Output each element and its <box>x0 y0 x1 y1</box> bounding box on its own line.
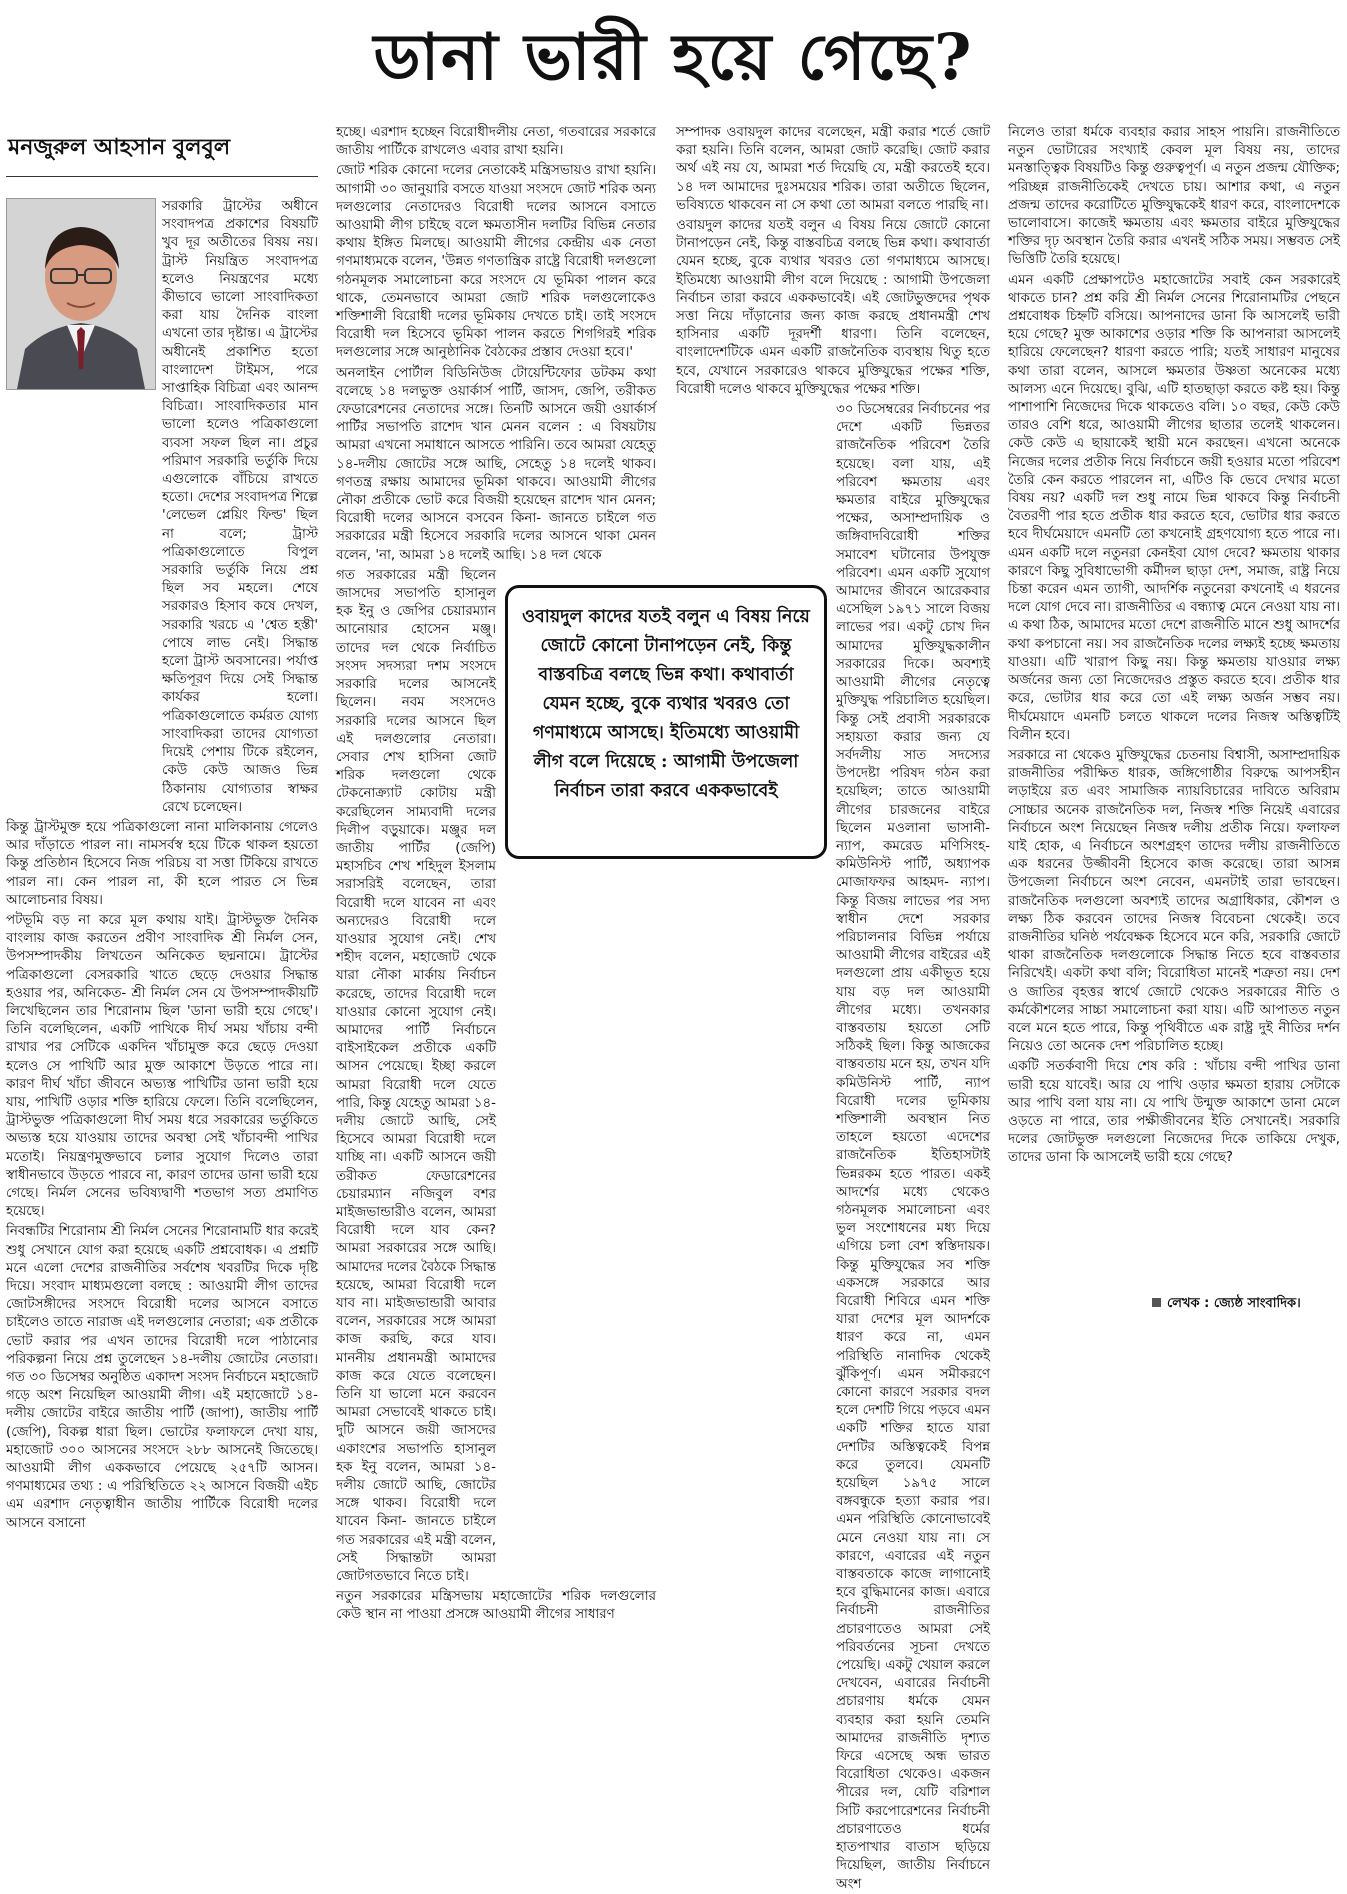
pull-quote: ওবায়দুল কাদের যতই বলুন এ বিষয় নিয়ে জোটে কোনো টানাপড়েন নেই, কিন্তু বাস্তবচিত্র বলছে ভিন্ন কথা। কথাবার্তা যেমন হচ্ছে, বুকে ব্যথার খবরও তো গণমাধ্যমে আসছে। ইতিমধ্যে আওয়ামী লীগ বলে দিয়েছে : আগামী উপজেলা নির্বাচন তারা করবে এককভাবেই <box>505 585 827 859</box>
paragraph: নতুন সরকারের মন্ত্রিসভায় মহাজোটের শরিক দলগুলোর কেউ স্থান না পাওয়া প্রসঙ্গে আওয়ামী লীগের সাধারণ <box>336 1589 656 1623</box>
paragraph: একটি সতর্কবাণী দিয়ে শেষ করি : খাঁচায় বন্দী পাখির ডানা ভারী হয়ে যাবেই। আর যে পাখি ওড়ার ক্ষমতা হারায় সেটাকে আর পাখি বলা যায় না। যে পাখি উন্মুক্ত আকাশে ডানা মেলে ওড়তে না পারে, তার পক্ষীজীবনের ইতি সেখানেই। সরকারি দলের জোটভুক্ত দলগুলো নিজেদের দিকে তাকিয়ে দেখুক, তাদের ডানা কি আসলেই ভারী হয়ে গেছে? <box>1008 1059 1340 1166</box>
paragraph: সম্পাদক ওবায়দুল কাদের বলেছেন, মন্ত্রী করার শর্তে জোট করা হয়নি। তিনি বলেন, আমরা জোট করেছি। জোট করার অর্থ এই নয় যে, আমরা শর্ত দিয়েছি যে, মন্ত্রী করতেই হবে। ১৪ দল আমাদের দুঃসময়ের শরিক। তারা অতীতে ছিলেন, ভবিষ্যতে থাকবেন না সে কথা তো আমরা বলতে পারছি না। <box>676 125 990 213</box>
paragraph: অনলাইন পোর্টাল বিডিনিউজ টোয়েন্টিফোর ডটকম কথা বলেছে ১৪ দলভুক্ত ওয়ার্কার্স পার্টি, জাসদ, জেপি, তরীকত ফেডারেশনের নেতাদের সঙ্গে। তিনটি আসনে জয়ী ওয়ার্কার্স পার্টির সভাপতি রাশেদ খান মেনন বলেন : এ বিষয়টায় আমরা এখনো সমাধানে আসতে পারিনি। তবে আমরা যেহেতু ১৪-দলীয় জোটের সঙ্গে আছি, সেহেতু ১৪ দলেই থাকব। গণতন্ত্র রক্ষায় আমাদের ভূমিকা থাকবে। আওয়ামী লীগের নৌকা প্রতীকে ভোট করে বিজয়ী হয়েছেন রাশেদ খান মেনন; বিরোধী দলের আসনে বসবেন কিনা- জানতে চাইলে গত সরকারের মন্ত্রী হিসেবে সরকারি দলের আসনে থাকা মেনন বলেন, 'না, আমরা ১৪ দলেই আছি। ১৪ দল থেকে <box>336 365 656 563</box>
paragraph: নিবন্ধটির শিরোনাম শ্রী নির্মল সেনের শিরোনামটি ধার করেই শুধু সেখানে যোগ করা হয়েছে একটি প্রশ্নবোধক। এ প্রশ্নটি মনে এলো দেশের রাজনীতির সর্বশেষ খবরটির দিকে দৃষ্টি দিয়ে। সংবাদ মাধ্যমগুলো বলছে : আওয়ামী লীগ তাদের জোটসঙ্গীদের সংসদে বিরোধী দলের আসনে বসাতে চাইলেও তাতে নারাজ এই দলগুলোর নেতারা; এক প্রতীকে ভোট করার পর এখন তাদের বিরোধী দলে পাঠানোর পরিকল্পনা নিয়ে প্রশ্ন তুলেছেন ১৪-দলীয় জোটের নেতারা। গত ৩০ ডিসেম্বর অনুষ্ঠিত একাদশ সংসদ নির্বাচনে মহাজোট গড়ে অংশ নিয়েছিল আওয়ামী লীগ। এই মহাজোটে ১৪-দলীয় জোটের বাইরে জাতীয় পার্টি (জাপা), জাতীয় পার্টি (জেপি), বিকল্প ধারা ছিল। ভোটের ফলাফলে দেখা যায়, মহাজোট ৩০০ আসনের সংসদে ২৮৮ আসনেই জিতেছে। আওয়ামী লীগ এককভাবে পেয়েছে ২৫৭টি আসন। গণমাধ্যমের তথ্য : এ পরিস্থিতিতে ২২ আসনে বিজয়ী এইচ এম এরশাদ নেতৃত্বাধীন জাতীয় পার্টিকে বিরোধী দলের আসনে বসানো <box>6 1224 318 1531</box>
paragraph: জোট শরিক কোনো দলের নেতাকেই মন্ত্রিসভায়ও রাখা হয়নি। আগামী ৩০ জানুয়ারি বসতে যাওয়া সংসদে জোট শরিক অন্য দলগুলোর নেতাদেরও বিরোধী দলের আসনে বসাতে আওয়ামী লীগ চাইছে বলে ক্ষমতাসীন দলটির বিভিন্ন নেতার কথায় ইঙ্গিত মিলছে। আওয়ামী লীগের কেন্দ্রীয় এক নেতা গণমাধ্যমকে বলেন, 'উন্নত গণতান্ত্রিক রাষ্ট্রে বিরোধী দলগুলো গঠনমূলক সমালোচনা করে সংসদে যে ভূমিকা পালন করে থাকে, তেমনভাবে আমরা জোট শরিক দলগুলোকেও শক্তিশালী বিরোধী দলের ভূমিকায় দেখতে চাই। তাই সংসদে বিরোধী দল হিসেবে ভূমিকা পালন করতে শিগগিরই শরিক দলগুলোর সঙ্গে আনুষ্ঠানিক বৈঠকের প্রস্তাব দেওয়া হবে।' <box>336 163 657 361</box>
byline-divider <box>6 176 318 177</box>
article-column-1 <box>6 198 319 1531</box>
paragraph: এমন একটি প্রেক্ষাপটেও মহাজোটের সবাই কেন সরকারেই থাকতে চান? প্রশ্ন করি শ্রী নির্মল সেনের শিরোনামটির পেছনে প্রশ্নবোধক চিহ্নটি বসিয়ে। আপনাদের ডানা কি আসলেই ভারী হয়ে গেছে? মুক্ত আকাশের ওড়ার শক্তি কি আপনারা আসলেই হারিয়ে ফেলেছেন? ধারণা করতে পারি; যতই সাধারণ মানুষের কথা তারা বলেন, আসলে ক্ষমতার উষ্ণতা অনেকের মধ্যে আলস্য এনে দিয়েছে। বুঝি, এটি হাতছাড়া করতে কষ্ট হয়। কিন্তু পাশাপাশি নিজেদের দিকে থাকতেও বলি। ১০ বছর, কেউ কেউ তারও বেশি ধরে, আওয়ামী লীগের ছাতার তলেই থাকলেন। কেউ কেউ এ ছায়াকেই স্থায়ী মনে করছেন। এখনো অনেকে নিজের দলের প্রতীক নিয়ে নির্বাচনে জয়ী হওয়ার মতো পরিবেশ তৈরি কেন করতে পারলেন না, এটিও কি ভেবে দেখার মতো বিষয় নয়? একটি দল শুধু নামে ভিন্ন থাকবে কিন্তু নির্বাচনী বৈতরণী পার হতে প্রতীক ধার করতে হবে, ভোটার ধার করতে হবে দীর্ঘমেয়াদে এমনটি তো কখনোই গ্রহণযোগ্য হতে পারে না। এমন একটি দলে নতুনরা কেনইবা যোগ দেবে? ক্ষমতায় থাকার কারণে কিছু সুবিধাভোগী কর্মীদল ছাড়া দেশ, সমাজ, রাষ্ট্র নিয়ে চিন্তা করেন এমন ত্যাগী, আদর্শিক নতুনেরা কখনোই এ ধরনের দলে যোগ দেবে না। রাজনীতির এ বন্ধ্যাত্ব মেনে নেওয়া যায় না। এ কথা ঠিক, আমাদের মতো দেশে রাজনীতি মানে শুধু আদর্শের কথা কপচানো নয়। সব রাজনৈতিক দলের লক্ষ্যই হচ্ছে ক্ষমতায় যাওয়া। এটি খারাপ কিছু নয়। কিন্তু ক্ষমতায় যাওয়ার লক্ষ্য অর্জনের জন্য তো নিজেদেরও প্রস্তুত করতে হবে। প্রতীক ধার করে, ভোটার ধার করে তো এই লক্ষ্য অর্জন সম্ভব নয়। দীর্ঘমেয়াদে এমনটি চলতে থাকলে দলের নিজস্ব অস্তিত্বটিই বিলীন হবে। <box>1008 272 1341 743</box>
square-bullet-icon <box>1152 1298 1161 1307</box>
signature-text: লেখক : জ্যেষ্ঠ সাংবাদিক। <box>1167 1296 1301 1311</box>
paragraph: ৩০ ডিসেম্বরের নির্বাচনের পর দেশে একটি ভিন্নতর রাজনৈতিক পরিবেশ তৈরি হয়েছে। বলা যায়, এই পরিবেশ ক্ষমতায় এবং ক্ষমতার বাইরে মুক্তিযুদ্ধের পক্ষের, অসাম্প্রদায়িক ও জঙ্গিবাদবিরোধী শক্তির সমাবেশ ঘটানোর উপযুক্ত পরিবেশ। এমন একটি সুযোগ আমাদের জীবনে আরেকবার এসেছিল ১৯৭১ সালে বিজয় লাভের পর। একটু চোখ দিন আমাদের মুক্তিযুদ্ধকালীন সরকারের দিকে। অবশ্যই আওয়ামী লীগের নেতৃত্বে মুক্তিযুদ্ধ পরিচালিত হয়েছিল। কিন্তু সেই প্রবাসী সরকারকে সহায়তা করার জন্য যে সর্বদলীয় সাত সদস্যের উপদেষ্টা পরিষদ গঠন করা হয়েছিল; তাতে আওয়ামী লীগের চারজনের বাইরে ছিলেন মওলানা ভাসানী-ন্যাপ, কমরেড মণিসিংহ- কমিউনিস্ট পার্টি, অধ্যাপক মোজাফফর আহমদ- ন্যাপ। কিন্তু বিজয় লাভের পর সদ্য স্বাধীন দেশে সরকার পরিচালনার বিভিন্ন পর্যায়ে আওয়ামী লীগের বাইরের এই দলগুলো প্রায় একীভূত হয়ে যায় বড় দল আওয়ামী লীগের মধ্যে। তখনকার বাস্তবতায় হয়তো সেটি সঠিকই ছিল। কিন্তু আজকের বাস্তবতায় মনে হয়, তখন যদি কমিউনিস্ট পার্টি, ন্যাপ বিরোধী দলের ভূমিকায় শক্তিশালী অবস্থান নিত তাহলে হয়তো এদেশের রাজনৈতিক ইতিহাসটাই ভিন্নরকম হতে পারত। একই আদর্শের মধ্যে থেকেও গঠনমূলক সমালোচনা এবং ভুল সংশোধনের মধ্য দিয়ে এগিয়ে চলা বেশ স্বস্তিদায়ক। কিন্তু মুক্তিযুদ্ধের সব শক্তি একসঙ্গে সরকারে আর বিরোধী শিবিরে এমন শক্তি যারা দেশের মূল আদর্শকে ধারণ করে না, এমন পরিস্থিতি নানাদিক থেকেই ঝুঁকিপূর্ণ। এমন সমীকরণে কোনো কারণে সরকার বদল হলে দেশটি গিয়ে পড়বে এমন একটি শক্তির হাতে যারা দেশটির অস্তিত্বকেই বিপন্ন করে তুলবে। যেমনটি হয়েছিল ১৯৭৫ সালে বঙ্গবন্ধুকে হত্যা করার পর। এমন পরিস্থিতি কোনোভাবেই মেনে নেওয়া যায় না। সে কারণে, এবারের এই নতুন বাস্তবতাকে কাজে লাগানোই হবে বুদ্ধিমানের কাজ। এবারে নির্বাচনী রাজনীতির প্রচারণাতেও আমরা সেই পরিবর্তনের সূচনা দেখতে পেয়েছি। একটু খেয়াল করলে দেখবেন, এবারের নির্বাচনী প্রচারণায় ধর্মকে যেমন ব্যবহার করা হয়নি তেমনি আমাদের রাজনীতি দৃশ্যত ফিরে এসেছে অন্ধ ভারত বিরোধিতা থেকেও। একজন পীরের দল, যেটি বরিশাল সিটি করপোরেশনের নির্বাচনী প্রচারণাতেও ধর্মের হাতপাখার বাতাস ছড়িয়ে দিয়েছিল, জাতীয় নির্বাচনে অংশ <box>836 402 990 1892</box>
paragraph: হচ্ছে। এরশাদ হচ্ছেন বিরোধীদলীয় নেতা, গতবারের সরকারে জাতীয় পার্টিকে রাখলেও এবার রাখা হয়নি। <box>336 125 656 159</box>
paragraph: পটভূমি বড় না করে মূল কথায় যাই। ট্রাস্টভুক্ত দৈনিক বাংলায় কাজ করতেন প্রবীণ সাংবাদিক শ্রী নির্মল সেন, উপসম্পাদকীয় লিখতেন অনিকেত ছদ্মনামে। ট্রাস্টের পত্রিকাগুলো বেসরকারি খাতে ছেড়ে দেওয়ার সিদ্ধান্ত হওয়ার পর, অনিকেত- শ্রী নির্মল সেন যে উপসম্পাদকীয়টি লিখেছিলেন তার শিরোনাম ছিল 'ডানা ভারী হয়ে গেছে'। তিনি বলেছিলেন, একটি পাখিকে দীর্ঘ সময় খাঁচায় বন্দী রাখার পর সেটিকে একদিন খাঁচামুক্ত করে ছেড়ে দেওয়া হলেও সে পাখিটি আর মুক্ত আকাশে উড়তে পারে না। কারণ দীর্ঘ খাঁচা জীবনে অভ্যস্ত পাখিটির ডানা ভারী হয়ে যায়, পাখিটি ওড়ার শক্তি হারিয়ে ফেলে। তিনি বলেছিলেন, ট্রাস্টভুক্ত পত্রিকাগুলো দীর্ঘ সময় ধরে সরকারের ভর্তুকিতে অভ্যস্ত হয়ে যাওয়ায় তাদের অবস্থা সেই খাঁচাবন্দী পাখির মতোই। নিয়ন্ত্রণমুক্তভাবে চলার সুযোগ দিলেও তারা স্বাধীনভাবে উড়তে পারবে না, কারণ তাদের ডানা ভারী হয়ে গেছে। নির্মল সেনের ভবিষ্যদ্বাণী শতভাগ সত্য প্রমাণিত হয়েছে। <box>6 912 318 1220</box>
paragraph: নিলেও তারা ধর্মকে ব্যবহার করার সাহস পায়নি। রাজনীতিতে নতুন ভোটারের সংখ্যাই কেবল মূল বিষয় নয়, তাদের মনস্তাত্ত্বিক বিষয়টিও কিন্তু গুরুত্বপূর্ণ। এ নতুন প্রজন্ম যৌক্তিক; পরিচ্ছন্ন রাজনীতিকেই দেখতে চায়। আশার কথা, এ নতুন প্রজন্ম তাদের করোটিতে মুক্তিযুদ্ধকেই ধারণ করে, বাংলাদেশকে ভালোবাসে। কাজেই ক্ষমতায় এবং ক্ষমতার বাইরে মুক্তিযুদ্ধের শক্তির দৃঢ় অবস্থান তৈরি করার এখনই সঠিক সময়। সম্ভবত সেই ভিত্তিটি তৈরি হয়েছে। <box>1008 125 1340 268</box>
author-byline: মনজুরুল আহসান বুলবুল <box>8 134 231 160</box>
paragraph: গত সরকারের মন্ত্রী ছিলেন জাসদের সভাপতি হাসানুল হক ইনু ও জেপির চেয়ারম্যান আনোয়ার হোসেন মঞ্জু। তাদের দল থেকে নির্বাচিত সংসদ সদস্যরা দশম সংসদে সরকারি দলের আসনেই ছিলেন। নবম সংসদেও সরকারি দলের আসনে ছিল এই দলগুলোর নেতারা। সেবার শেখ হাসিনা জোট শরিক দলগুলো থেকে টেকনোক্র্যাট কোটায় মন্ত্রী করেছিলেন সাম্যবাদী দলের দিলীপ বড়ুয়াকে। মঞ্জুর দল জাতীয় পার্টির (জেপি) মহাসচিব শেখ শহিদুল ইসলাম সরাসরিই বলেছেন, তারা বিরোধী দলে যাবেন না এবং অন্যদেরও বিরোধী দলে যাওয়ার সুযোগ নেই। শেখ শহীদ বলেন, মহাজোট থেকে যারা নৌকা মার্কায় নির্বাচন করেছে, তাদের বিরোধী দলে যাওয়ার কোনো সুযোগ নেই। আমাদের পার্টি নির্বাচনে বাইসাইকেল প্রতীকে একটি আসন পেয়েছে। ইচ্ছা করলে আমরা বিরোধী দলে যেতে পারি, কিন্তু যেহেতু আমরা ১৪-দলীয় জোটে আছি, সেই হিসেবে আমরা বিরোধী দলে যাচ্ছি না। একটি আসনে জয়ী তরীকত ফেডারেশনের চেয়ারম্যান নজিবুল বশর মাইজভান্ডারীও বলেন, আমরা বিরোধী দলে যাব কেন? আমরা সরকারের সঙ্গে আছি। আমাদের দলের বৈঠকে সিদ্ধান্ত হয়েছে, আমরা বিরোধী দলে যাব না। মাইজভান্ডারী আবার বলেন, সরকারের সঙ্গে আমরা কাজ করছি, করে যাব। মাননীয় প্রধানমন্ত্রী আমাদের কাজ করে যেতে বলেছেন। তিনি যা ভালো মনে করবেন আমরা সেভাবেই থাকতে চাই। দুটি আসনে জয়ী জাসদের একাংশের সভাপতি হাসানুল হক ইনু বলেন, আমরা ১৪-দলীয় জোটে আছি, জোটের সঙ্গে থাকব। বিরোধী দলে যাবেন কিনা- জানতে চাইলে গত সরকারের এই মন্ত্রী বলেন, সেই সিদ্ধান্তটা আমরা জোটগতভাবে নিতে চাই। <box>336 567 497 1585</box>
article-column-4 <box>1008 124 1340 1284</box>
author-signature <box>1152 1294 1301 1315</box>
paragraph: সরকারি ট্রাস্টের অধীনে সংবাদপত্র প্রকাশের বিষয়টি খুব দূর অতীতের বিষয় নয়। ট্রাস্ট নিয়ন্ত্রিত সংবাদপত্র হলেও নিয়ন্ত্রণের মধ্যে কীভাবে ভালো সাংবাদিকতা করা যায় দৈনিক বাংলা এখনো তার দৃষ্টান্ত। এ ট্রাস্টের অধীনেই প্রকাশিত হতো বাংলাদেশ টাইমস, পরে সাপ্তাহিক বিচিত্রা এবং আনন্দ বিচিত্রা। সাংবাদিকতার মান ভালো হলেও পত্রিকাগুলো ব্যবসা সফল ছিল না। প্রচুর পরিমাণ সরকারি ভর্তুকি দিয়ে এগুলোকে বাঁচিয়ে রাখতে হতো। দেশের সংবাদপত্র শিল্পে 'লেভেল প্লেয়িং ফিল্ড' ছিল না বলে; ট্রাস্ট পত্রিকাগুলোতে বিপুল সরকারি ভর্তুকি নিয়ে প্রশ্ন ছিল সব মহলে। শেষে সরকারও হিসাব কষে দেখল, সরকারি খরচে এ 'শ্বেত হস্তী' পোষে লাভ নেই। সিদ্ধান্ত হলো ট্রাস্ট অবসানের। পর্যাপ্ত ক্ষতিপূরণ দিয়ে সেই সিদ্ধান্ত কার্যকর হলো। পত্রিকাগুলোতে কর্মরত যোগ্য সাংবাদিকরা তাদের যোগ্যতা দিয়েই পেশায় টিকে রইলেন, কেউ কেউ আজও ভিন্ন ঠিকানায় যোগ্যতার স্বাক্ষর রেখে চলেছেন। <box>162 199 319 815</box>
paragraph: সরকারে না থেকেও মুক্তিযুদ্ধের চেতনায় বিশ্বাসী, অসাম্প্রদায়িক রাজনীতির পরীক্ষিত ধারক, জঙ্গিগোষ্ঠীর বিরুদ্ধে আপসহীন লড়াইয়ে রত এবং সামাজিক ন্যায়বিচারের দাবিতে অবিরাম সোচ্চার অনেক রাজনৈতিক দল, নিজস্ব শক্তি নিয়েই এবারের নির্বাচনে অংশ নিয়েছেন নিজস্ব দলীয় প্রতীক নিয়ে। ফলাফল যাই হোক, এ নির্বাচনে অংশগ্রহণ তাদের দলীয় রাজনীতিতে এক ধরনের উজ্জীবনী হিসেবে কাজ করেছে। তারা আসন্ন উপজেলা নির্বাচনে অংশ নেবেন, এমনটাই তারা ভাবছেন। রাজনৈতিক দলগুলো অবশ্যই তাদের অগ্রাধিকার, কৌশল ও লক্ষ্য ঠিক করবেন তাদের নিজস্ব বিবেচনা থেকেই। তবে রাজনীতির ঘনিষ্ঠ পর্যবেক্ষক হিসেবে মনে করি, সরকারি জোটে থাকা রাজনৈতিক দলগুলোকে সিদ্ধান্ত নিতে হবে বাস্তবতার নিরিখেই। একটা কথা বলি; বিরোধিতা মানেই শত্রুতা নয়। দেশ ও জাতির বৃহত্তর স্বার্থে জোটে থেকেও সরকারের নীতি ও কর্মকৌশলের সাচ্চা সমালোচনা করা যায়। এটি আপাতত নতুন বলে মনে হতে পারে, কিন্তু পৃথিবীতে এক রাষ্ট্র দুই নীতির দর্শন নিয়েও তো অনেক দেশ পরিচালিত হচ্ছে। <box>1008 747 1340 1055</box>
paragraph: ওবায়দুল কাদের যতই বলুন এ বিষয় নিয়ে জোটে কোনো টানাপড়েন নেই, কিন্তু বাস্তবচিত্র বলছে ভিন্ন কথা। কথাবার্তা যেমন হচ্ছে, বুকে ব্যথার খবরও তো গণমাধ্যমে আসছে। ইতিমধ্যে আওয়ামী লীগ বলে দিয়েছে : আগামী উপজেলা নির্বাচন তারা করবে এককভাবেই। এই জোটভুক্তদের পৃথক সত্তা নিয়ে দাঁড়ানোর জন্য কাজ করছে প্রধানমন্ত্রী শেখ হাসিনার একটি দূরদর্শী ধারণা। তিনি বলেছেন, বাংলাদেশটিকে এমন একটি রাজনৈতিক ব্যবস্থায় থিতু হতে হবে, যেখানে সরকারেও থাকবে মুক্তিযুদ্ধের পক্ষের শক্তি, বিরোধী দলেও থাকবে মুক্তিযুদ্ধের পক্ষের শক্তি। <box>676 218 990 397</box>
paragraph: কিন্তু ট্রাস্টমুক্ত হয়ে পত্রিকাগুলো নানা মালিকানায় গেলেও আর দাঁড়াতে পারল না। নামসর্বস্ব হয়ে টিকে থাকল হয়তো কিন্তু প্রতিষ্ঠান হিসেবে নিজ পরিচয় বা সত্তা টিকিয়ে রাখতে পারল না। কেন পারল না, কী হলে পারত সে ভিন্ন আলোচনার বিষয়। <box>6 819 318 908</box>
headline: ডানা ভারী হয়ে গেছে? <box>373 20 974 95</box>
